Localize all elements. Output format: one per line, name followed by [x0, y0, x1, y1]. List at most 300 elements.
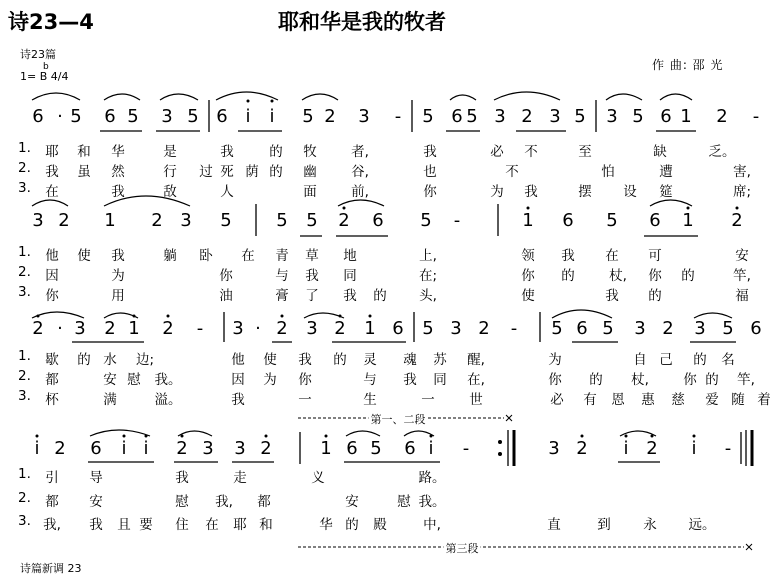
octave-dot: [123, 435, 126, 438]
lyric-syllable: 魂: [403, 352, 417, 368]
lyric-syllable: 的: [333, 352, 347, 368]
note: 2: [162, 318, 174, 339]
note: ·: [57, 318, 63, 339]
lyric-syllable: 膏: [275, 288, 289, 304]
octave-dot: [145, 435, 148, 438]
psalm-label: 诗23篇: [20, 48, 56, 61]
section-label-3: 第三段: [445, 542, 479, 555]
lyric-syllable: 的: [269, 144, 283, 160]
note: 2: [260, 438, 272, 459]
lyric-syllable: 耶: [45, 144, 59, 160]
note: -: [510, 318, 518, 339]
note: 1: [320, 438, 332, 459]
lyric-syllable: 地: [343, 248, 357, 264]
octave-dot: [133, 315, 136, 318]
octave-dot: [581, 435, 584, 438]
lyric-syllable: 的: [345, 517, 359, 533]
lyric-syllable: 杯: [45, 392, 59, 408]
octave-dot: [339, 315, 342, 318]
lyric-syllable: 义: [311, 470, 325, 486]
note: 6: [346, 438, 358, 459]
note: 3: [306, 318, 318, 339]
lyric-syllable: 的: [77, 352, 91, 368]
lyric-syllable: 怕: [601, 164, 615, 180]
lyric-syllable: 必: [490, 144, 504, 160]
note: 3: [549, 106, 561, 127]
lyric-syllable: 我,: [43, 517, 61, 533]
lyric-syllable: 的: [561, 268, 575, 284]
lyric-syllable: 苏: [433, 352, 447, 368]
slur: [338, 200, 384, 206]
lyric-syllable: 我: [175, 470, 189, 486]
lyric-syllable: 虽: [77, 164, 91, 180]
lyric-syllable: 我: [605, 288, 619, 304]
lyric-syllable: 我: [403, 372, 417, 388]
octave-dot: [181, 435, 184, 438]
lyric-syllable: 在: [241, 248, 255, 264]
verse-number: 3.: [18, 284, 31, 300]
octave-dot: [369, 315, 372, 318]
lyric-syllable: 名: [721, 352, 735, 368]
lyric-syllable: 引: [45, 470, 59, 486]
verse-number: 2.: [18, 368, 31, 384]
lyric-syllable: 中,: [423, 517, 441, 533]
lyric-syllable: 慰: [397, 494, 411, 510]
lyric-syllable: 慰: [175, 494, 189, 510]
lyric-syllable: 可: [648, 248, 662, 264]
note: 6: [660, 106, 672, 127]
octave-dot: [343, 207, 346, 210]
verse-number: 1.: [18, 348, 31, 364]
lyric-syllable: 我: [423, 144, 437, 160]
key-signature: 1= B 4/4: [20, 70, 69, 83]
lyric-syllable: 华: [111, 144, 125, 160]
verse-number: 1.: [18, 244, 31, 260]
note: 6: [451, 106, 463, 127]
octave-dot: [625, 435, 628, 438]
lyric-syllable: 安: [735, 248, 749, 264]
note: 5: [370, 438, 382, 459]
verse-number: 1.: [18, 140, 31, 156]
note: 3: [606, 106, 618, 127]
lyric-syllable: 缺: [653, 144, 667, 160]
note: 2: [338, 210, 350, 231]
note: 3: [234, 438, 246, 459]
repeat-dot: [498, 440, 502, 444]
lyric-syllable: 同: [343, 268, 357, 284]
lyric-syllable: 死: [220, 164, 234, 180]
note: 3: [161, 106, 173, 127]
lyric-syllable: 一: [421, 392, 435, 408]
note: -: [752, 106, 760, 127]
octave-dot: [325, 435, 328, 438]
lyric-syllable: 幽: [303, 164, 317, 180]
lyric-syllable: 恩: [611, 392, 625, 408]
lyric-syllable: 我,: [215, 494, 233, 510]
octave-dot: [271, 100, 274, 103]
note: 3: [450, 318, 462, 339]
slur: [32, 93, 80, 100]
lyric-syllable: 你: [423, 184, 437, 200]
lyric-syllable: 我: [305, 268, 319, 284]
lyric-syllable: 安: [103, 372, 117, 388]
lyric-syllable: 上,: [419, 248, 437, 264]
lyric-syllable: 满: [103, 392, 117, 408]
lyric-syllable: 摆: [578, 184, 592, 200]
lyric-syllable: 竿,: [737, 372, 755, 388]
lyric-syllable: 一: [298, 392, 312, 408]
lyric-syllable: 乏。: [708, 144, 736, 160]
lyric-syllable: 在: [45, 184, 59, 200]
lyric-syllable: 同: [433, 372, 447, 388]
lyric-syllable: 荫: [245, 164, 259, 180]
lyric-syllable: 油: [219, 288, 233, 304]
lyric-syllable: 远。: [688, 517, 716, 533]
note: 2: [662, 318, 674, 339]
lyric-syllable: 为: [490, 184, 504, 200]
verse-number: 3.: [18, 388, 31, 404]
note: 2: [646, 438, 658, 459]
slur: [606, 94, 642, 100]
note: 6: [649, 210, 661, 231]
page-title: 耶和华是我的牧者: [278, 10, 446, 34]
lyric-syllable: 都: [45, 372, 59, 388]
lyric-syllable: 你: [219, 268, 233, 284]
note: ·: [255, 318, 261, 339]
lyric-syllable: 你: [45, 288, 59, 304]
lyric-syllable: 我: [231, 392, 245, 408]
verse-number: 1.: [18, 466, 31, 482]
lyric-syllable: 的: [373, 288, 387, 304]
lyric-syllable: 遭: [659, 164, 673, 180]
note: 2: [151, 210, 163, 231]
slur: [32, 200, 68, 206]
lyric-syllable: 牧: [303, 144, 317, 160]
lyric-syllable: 我: [111, 184, 125, 200]
note: i: [623, 438, 629, 459]
lyric-syllable: 面: [303, 184, 317, 200]
lyric-syllable: 然: [111, 164, 125, 180]
lyric-syllable: 走: [233, 470, 247, 486]
note: 1: [104, 210, 116, 231]
lyric-syllable: 殿: [373, 517, 387, 533]
lyric-syllable: 着: [757, 392, 771, 408]
lyric-syllable: 领: [521, 248, 535, 264]
lyric-syllable: 溢。: [154, 392, 182, 408]
lyric-syllable: 的: [693, 352, 707, 368]
note: 5: [127, 106, 139, 127]
note: i: [121, 438, 127, 459]
lyric-syllable: 到: [597, 517, 611, 533]
lyric-syllable: 因: [45, 268, 59, 284]
lyric-syllable: 使: [521, 288, 535, 304]
lyric-syllable: 歇: [45, 352, 59, 368]
lyric-syllable: 敌: [163, 184, 177, 200]
note: 3: [494, 106, 506, 127]
note: 2: [104, 318, 116, 339]
note: 2: [32, 318, 44, 339]
lyric-syllable: 杖,: [631, 372, 649, 388]
lyric-syllable: 安: [89, 494, 103, 510]
lyric-syllable: 席;: [732, 184, 752, 200]
note: 2: [521, 106, 533, 127]
note: 1: [128, 318, 140, 339]
lyric-syllable: 你: [521, 268, 535, 284]
note: 5: [606, 210, 618, 231]
lyric-syllable: 用: [111, 288, 125, 304]
note: 2: [276, 318, 288, 339]
lyric-syllable: 为: [548, 352, 562, 368]
lyric-syllable: 者,: [351, 144, 369, 160]
section-label-1-2: 第一、二段: [370, 413, 426, 426]
lyric-syllable: 永: [643, 517, 657, 533]
lyric-syllable: 我: [45, 164, 59, 180]
key-flat-sign: b: [43, 62, 49, 72]
slur: [104, 94, 140, 100]
lyric-syllable: 我: [89, 517, 103, 533]
note: ·: [57, 106, 63, 127]
note: 3: [634, 318, 646, 339]
note: -: [724, 438, 732, 459]
note: i: [245, 106, 251, 127]
note: -: [462, 438, 470, 459]
note: 3: [202, 438, 214, 459]
lyric-syllable: 在,: [467, 372, 485, 388]
composer-credit: 作 曲: 邵 光: [652, 58, 724, 72]
lyric-syllable: 导: [89, 470, 103, 486]
note: i: [143, 438, 149, 459]
note: 2: [716, 106, 728, 127]
note: 2: [58, 210, 70, 231]
note: 6: [372, 210, 384, 231]
lyric-syllable: 华: [319, 517, 333, 533]
lyric-syllable: 慰: [127, 372, 141, 388]
octave-dot: [651, 435, 654, 438]
note: i: [428, 438, 434, 459]
lyric-syllable: 在: [605, 248, 619, 264]
lyric-syllable: 过: [199, 164, 213, 180]
lyric-syllable: 直: [547, 517, 561, 533]
note: 5: [276, 210, 288, 231]
slur: [104, 196, 190, 206]
note: 6: [104, 106, 116, 127]
note: 6: [216, 106, 228, 127]
note: 5: [422, 318, 434, 339]
note: 2: [334, 318, 346, 339]
lyric-syllable: 的: [269, 164, 283, 180]
lyric-syllable: 要: [139, 517, 153, 533]
lyric-syllable: 不: [505, 164, 519, 180]
verse-number: 3.: [18, 513, 31, 529]
verse-number: 2.: [18, 264, 31, 280]
lyric-syllable: 我。: [418, 494, 446, 510]
lyric-syllable: 边;: [135, 352, 155, 368]
lyric-syllable: 他: [231, 352, 245, 368]
slur: [694, 313, 732, 318]
lyric-syllable: 水: [103, 352, 117, 368]
lyric-syllable: 住: [175, 517, 189, 533]
slur: [216, 92, 278, 100]
note: 3: [180, 210, 192, 231]
source-reference: 诗篇新调 23: [20, 562, 82, 575]
lyric-syllable: 与: [363, 372, 377, 388]
lyric-syllable: 福: [735, 288, 749, 304]
lyric-syllable: 杖,: [609, 268, 627, 284]
lyric-syllable: 的: [589, 372, 603, 388]
lyric-syllable: 是: [163, 144, 177, 160]
note: i: [269, 106, 275, 127]
slur: [32, 312, 84, 318]
lyric-syllable: 在;: [418, 268, 438, 284]
lyric-syllable: 青: [275, 248, 289, 264]
octave-dot: [265, 435, 268, 438]
slur: [304, 313, 344, 318]
lyric-syllable: 谷,: [351, 164, 369, 180]
lyric-syllable: 你: [683, 372, 697, 388]
note: 6: [562, 210, 574, 231]
note: 5: [420, 210, 432, 231]
lyric-syllable: 我: [343, 288, 357, 304]
lyric-syllable: 和: [259, 517, 273, 533]
lyric-syllable: 也: [423, 164, 437, 180]
octave-dot: [527, 207, 530, 210]
verse-number: 2.: [18, 490, 31, 506]
note: 5: [187, 106, 199, 127]
note: 5: [632, 106, 644, 127]
lyric-syllable: 你: [298, 372, 312, 388]
octave-dot: [36, 435, 39, 438]
note: 6: [576, 318, 588, 339]
lyric-syllable: 的: [705, 372, 719, 388]
lyric-syllable: 和: [77, 144, 91, 160]
octave-dot: [687, 207, 690, 210]
note: -: [453, 210, 461, 231]
lyric-syllable: 己: [659, 352, 673, 368]
lyric-syllable: 设: [623, 184, 637, 200]
note: i: [34, 438, 40, 459]
lyric-syllable: 爱: [705, 392, 719, 408]
lyric-syllable: 躺: [163, 248, 177, 264]
lyric-syllable: 安: [345, 494, 359, 510]
slur: [404, 431, 434, 436]
lyric-syllable: 使: [263, 352, 277, 368]
lyric-syllable: 慈: [671, 392, 685, 408]
note: 1: [680, 106, 692, 127]
note: 5: [722, 318, 734, 339]
note: 2: [324, 106, 336, 127]
note: i: [691, 438, 697, 459]
lyric-syllable: 使: [77, 248, 91, 264]
lyric-syllable: 必: [550, 392, 564, 408]
lyric-syllable: 世: [469, 392, 483, 408]
hymn-number: 诗23—4: [8, 10, 94, 34]
lyric-syllable: 我: [561, 248, 575, 264]
note: 3: [694, 318, 706, 339]
octave-dot: [736, 207, 739, 210]
note: 5: [422, 106, 434, 127]
lyric-syllable: 灵: [363, 352, 377, 368]
note: 5: [70, 106, 82, 127]
octave-dot: [247, 100, 250, 103]
lyric-syllable: 至: [578, 144, 592, 160]
lyric-syllable: 路。: [418, 470, 446, 486]
slur: [650, 200, 692, 206]
note: 1: [364, 318, 376, 339]
lyric-syllable: 都: [45, 494, 59, 510]
lyric-syllable: 卧: [199, 248, 213, 264]
lyric-syllable: 我: [298, 352, 312, 368]
octave-dot: [430, 435, 433, 438]
slur: [302, 94, 338, 100]
octave-dot: [167, 315, 170, 318]
lyric-syllable: 与: [275, 268, 289, 284]
lyric-syllable: 为: [263, 372, 277, 388]
lyric-syllable: 都: [257, 494, 271, 510]
slur: [90, 430, 150, 436]
slur: [450, 95, 476, 100]
note: -: [394, 106, 402, 127]
lyric-syllable: 草: [305, 248, 319, 264]
note: 5: [551, 318, 563, 339]
verse-number: 2.: [18, 160, 31, 176]
note: 5: [302, 106, 314, 127]
note: 3: [358, 106, 370, 127]
note: 6: [32, 106, 44, 127]
lyric-syllable: 有: [583, 392, 597, 408]
lyric-syllable: 不: [524, 144, 538, 160]
note: 2: [731, 210, 743, 231]
slur: [160, 94, 198, 100]
slur: [660, 94, 692, 100]
lyric-syllable: 我: [220, 144, 234, 160]
lyric-syllable: 的: [648, 288, 662, 304]
lyric-syllable: 他: [45, 248, 59, 264]
note: 2: [54, 438, 66, 459]
lyric-syllable: 醒,: [467, 352, 485, 368]
slur: [552, 310, 612, 318]
verse-number: 3.: [18, 180, 31, 196]
lyric-syllable: 我。: [154, 372, 182, 388]
note: 1: [682, 210, 694, 231]
lyric-syllable: 行: [163, 164, 177, 180]
note: 1: [522, 210, 534, 231]
lyric-syllable: 头,: [419, 288, 437, 304]
lyric-syllable: 人: [220, 184, 234, 200]
note: 5: [602, 318, 614, 339]
slur: [346, 431, 380, 436]
lyric-syllable: 在: [205, 517, 219, 533]
note: 5: [306, 210, 318, 231]
octave-dot: [693, 435, 696, 438]
lyric-syllable: 你: [648, 268, 662, 284]
note: 3: [74, 318, 86, 339]
lyric-syllable: 惠: [641, 392, 655, 408]
lyric-syllable: 我: [111, 248, 125, 264]
lyric-syllable: 前,: [351, 184, 369, 200]
note: 3: [232, 318, 244, 339]
note: 2: [478, 318, 490, 339]
lyric-syllable: 你: [548, 372, 562, 388]
note: 6: [750, 318, 762, 339]
slur: [494, 92, 560, 100]
lyric-syllable: 竿,: [733, 268, 751, 284]
note: 6: [90, 438, 102, 459]
lyric-syllable: 的: [681, 268, 695, 284]
lyric-syllable: 因: [231, 372, 245, 388]
lyric-syllable: 筵: [659, 184, 673, 200]
octave-dot: [281, 315, 284, 318]
lyric-syllable: 害,: [733, 164, 751, 180]
